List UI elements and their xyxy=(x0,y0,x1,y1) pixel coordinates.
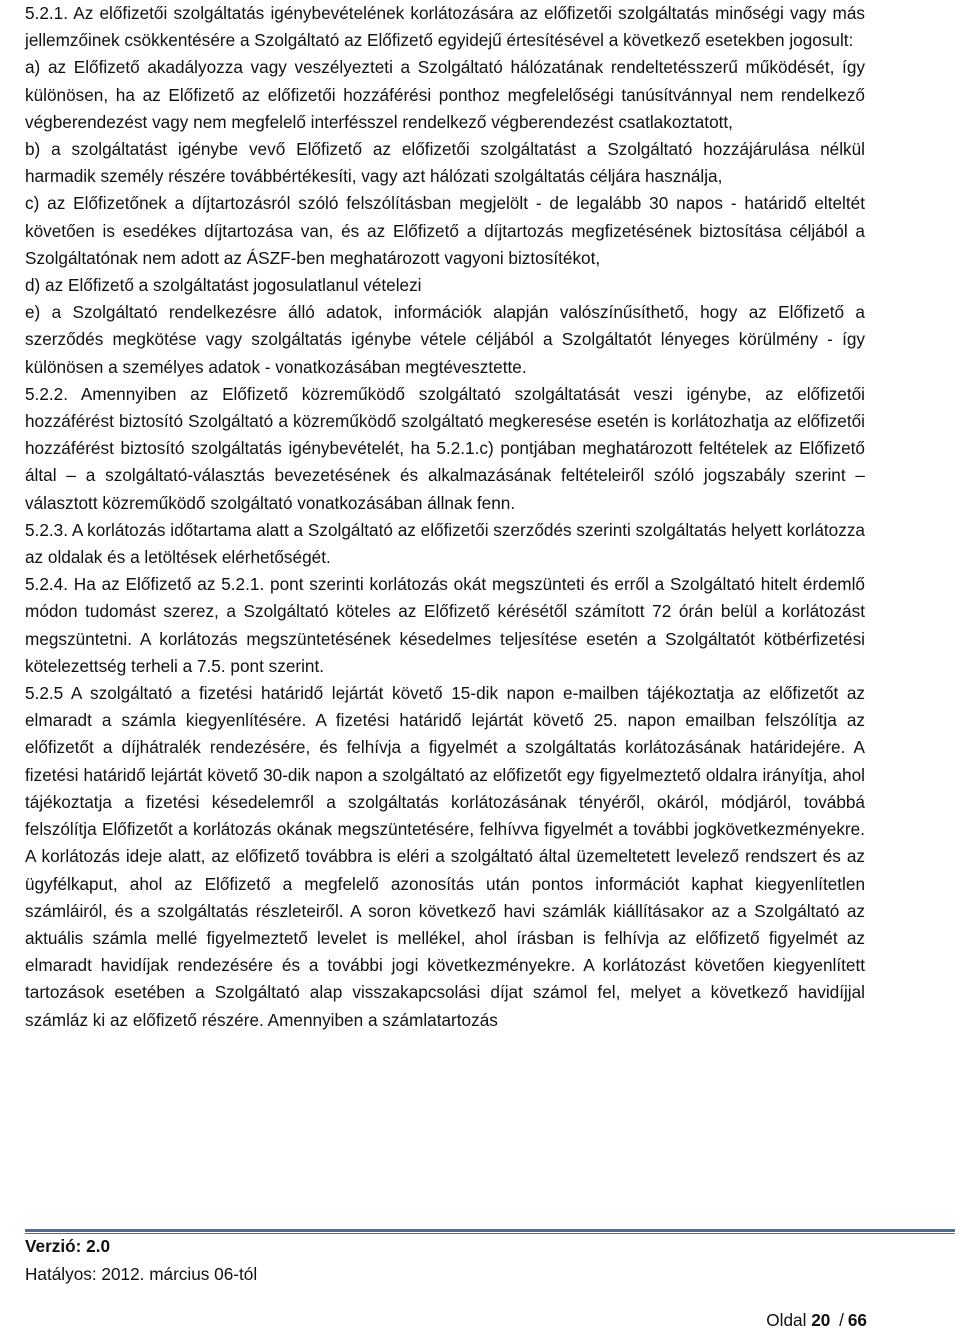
page-number-current: 20 xyxy=(811,1310,831,1330)
paragraph-5-2-4: 5.2.4. Ha az Előfizető az 5.2.1. pont szerinti korlátozás okát megszünteti és erről a Szolgáltató hitelt érdemlő módon tudomást szerez, a Szolgáltató köteles az Előfizető kérésétől számított 72 órán belül a korlátozást megszüntetni. A korlátozás megszüntetésének késedelmes teljesítése esetén a Szolgáltatót kötbérfizetési kötelezettség terheli a 7.5. pont szerint. xyxy=(25,574,865,676)
document-page xyxy=(25,0,865,1332)
paragraph-5-2-1-b: b) a szolgáltatást igénybe vevő Előfizető az előfizetői szolgáltatást a Szolgáltató hozzájárulása nélkül harmadik személy részére továbbértékesíti, vagy azt hálózati szolgáltatás céljára használja, xyxy=(25,139,865,187)
footer-effective-date: Hatályos: 2012. március 06-tól xyxy=(25,1264,258,1284)
page-number-total: 66 xyxy=(847,1310,867,1330)
page-number xyxy=(766,1306,867,1334)
page-number-prefix: Oldal xyxy=(766,1310,812,1330)
footer-version: Verzió: 2.0 xyxy=(25,1236,111,1256)
paragraph-5-2-1-e: e) a Szolgáltató rendelkezésre álló adatok, információk alapján valószínűsíthető, hogy az Előfizető a szerződés megkötése vagy szolgáltatás igénybe vétele céljából a Szolgáltatót lényeges körülmény - így különösen a személyes adatok - vonatkozásában megtévesztette. xyxy=(25,302,865,377)
paragraph-5-2-1-d: d) az Előfizető a szolgáltatást jogosulatlanul vételezi xyxy=(25,275,422,296)
paragraph-5-2-1-a: a) az Előfizető akadályozza vagy veszélyezteti a Szolgáltató hálózatának rendeltetésszerű működését, így különösen, ha az Előfizető az előfizetői hozzáférési ponthoz megfelelőségi tanúsítvánnyal nem rendelkező végberendezést vagy nem megfelelő interfésszel rendelkező végberendezést csatlakoztatott, xyxy=(25,57,865,132)
paragraph-5-2-1: 5.2.1. Az előfizetői szolgáltatás igénybevételének korlátozására az előfizetői szolgáltatás minőségi vagy más jellemzőinek csökkentésére a Szolgáltató az Előfizető egyidejű értesítésével a következő esetekben jogosult: xyxy=(25,3,865,51)
paragraph-5-2-5: 5.2.5 A szolgáltató a fizetési határidő lejártát követő 15-dik napon e-mailben tájékoztatja az előfizetőt az elmaradt a számla kiegyenlítésére. A fizetési határidő lejártát követő 25. napon emailban felszólítja az előfizetőt a díjhátralék rendezésére, és felhívja a figyelmét a szolgáltatás korlátozásának határidejére. A fizetési határidő lejártát követő 30-dik napon a szolgáltató az előfizetőt egy figyelmeztető oldalra irányítja, ahol tájékoztatja a fizetési késedelemről a szolgáltatás korlátozásának tényéről, okáról, módjáról, továbbá felszólítja Előfizetőt a korlátozás okának megszüntetésére, felhívva figyelmét a további jogkövetkezményekre. A korlátozás ideje alatt, az előfizető továbbra is eléri a szolgáltató által üzemeltetett levelező rendszert és az ügyfélkaput, ahol az Előfizető a megfelelő azonosítás után pontos információt kaphat kiegyenlítetlen számláiról, és a szolgáltatás részleteiről. A soron következő havi számlák kiállításakor az a Szolgáltató az aktuális számla mellé figyelmeztető levelet is mellékel, ahol írásban is felhívja az előfizető figyelmét az elmaradt havidíjak rendezésére és a további jogi következményekre. A korlátozást követően kiegyenlített tartozások esetében a Szolgáltató alap visszakapcsolási díjat számol fel, melyet a következő havidíjjal számláz ki az előfizető részére. Amennyiben a számlatartozás xyxy=(25,683,865,1030)
page-number-separator: / xyxy=(839,1310,844,1330)
paragraph-5-2-2: 5.2.2. Amennyiben az Előfizető közreműködő szolgáltató szolgáltatását veszi igénybe, az előfizetői hozzáférést biztosító Szolgáltató a közreműködő szolgáltató megkeresése esetén is korlátozhatja az előfizetői hozzáférést biztosító szolgáltatás igénybevételét, ha 5.2.1.c) pontjában meghatározott feltételek az Előfizető által – a szolgáltató-választás bevezetésének és alkalmazásának feltételeiről szóló jogszabály szerint – választott közreműködő szolgáltató vonatkozásában állnak fenn. xyxy=(25,383,865,513)
document-body xyxy=(25,0,865,1034)
paragraph-5-2-3: 5.2.3. A korlátozás időtartama alatt a Szolgáltató az előfizetői szerződés szerinti szolgáltatás helyett korlátozza az oldalak és a letöltések elérhetőségét. xyxy=(25,519,865,568)
paragraph-5-2-1-c: c) az Előfizetőnek a díjtartozásról szóló felszólításban megjelölt - de legalább 30 napos - határidő elteltét követően is esedékes díjtartozása van, és az Előfizető a díjtartozás megfizetésének biztosítása céljából a Szolgáltatónak nem adott az ÁSZF-ben meghatározott vagyoni biztosítékot, xyxy=(25,193,865,268)
footer-version-block xyxy=(25,1232,257,1288)
